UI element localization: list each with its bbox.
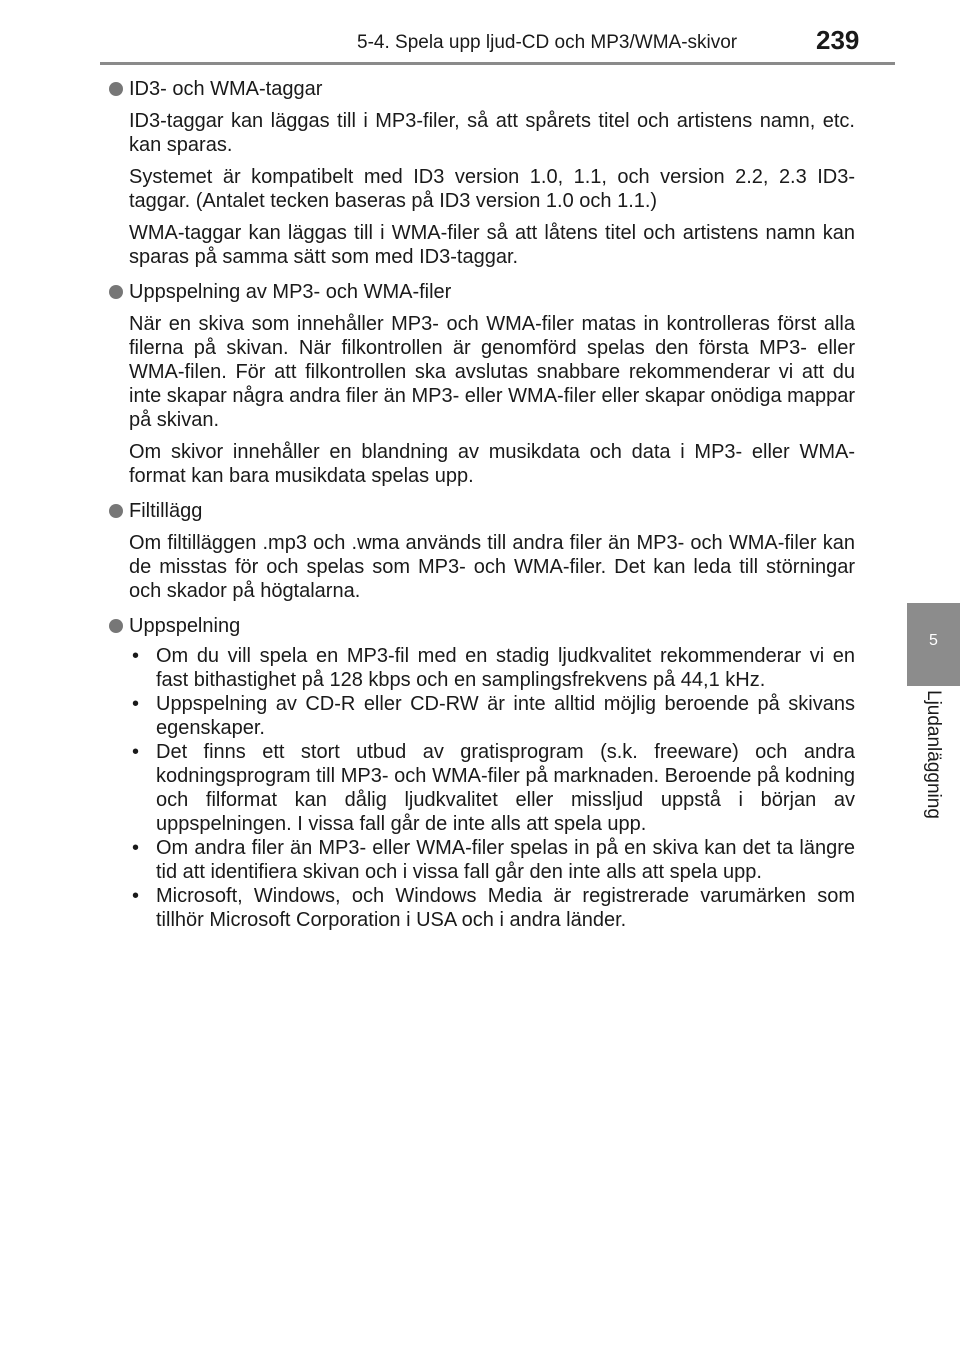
paragraph: Om filtilläggen .mp3 och .wma används till andra filer än MP3- och WMA-filer kan de misstas för och spelas som MP3- och WMA-filer. Det kan leda till störningar och skador på högtalarna. bbox=[129, 532, 855, 602]
list-bullet-icon: • bbox=[132, 693, 140, 715]
header-divider bbox=[100, 62, 895, 65]
paragraph: Om skivor innehåller en blandning av musikdata och data i MP3- eller WMA-format kan bara musikdata spelas upp. bbox=[129, 441, 855, 487]
section-mp3-wma-playback bbox=[107, 280, 855, 488]
list-bullet-icon: • bbox=[132, 885, 140, 907]
list-item bbox=[129, 884, 855, 932]
chapter-label-text: Ljudanläggning bbox=[923, 690, 944, 819]
section-heading-text: Uppspelning av MP3- och WMA-filer bbox=[129, 281, 452, 303]
list-item bbox=[129, 644, 855, 692]
paragraph: Systemet är kompatibelt med ID3 version 1.0, 1.1, och version 2.2, 2.3 ID3-taggar. (Antalet tecken baseras på ID3 version 1.0 och 1.1.) bbox=[129, 166, 855, 212]
page-header bbox=[0, 0, 960, 60]
paragraph: När en skiva som innehåller MP3- och WMA-filer matas in kontrolleras först alla filerna på skivan. När filkontrollen är genomförd spelas den första MP3- eller WMA-filen. För att filkontrollen ska avslutas snabbare rekommenderar vi att du inte skapar några andra filer än MP3- eller WMA-filer eller skapar onödiga mappar på skivan. bbox=[129, 313, 855, 431]
section-id3-tags bbox=[107, 77, 855, 269]
section-playback bbox=[107, 614, 855, 932]
section-file-extensions bbox=[107, 499, 855, 603]
section-title: 5-4. Spela upp ljud-CD och MP3/WMA-skivor bbox=[357, 32, 738, 53]
section-heading bbox=[107, 614, 855, 638]
round-bullet-icon bbox=[109, 82, 123, 96]
section-heading-text: ID3- och WMA-taggar bbox=[129, 78, 323, 100]
list-item bbox=[129, 836, 855, 884]
section-heading bbox=[107, 77, 855, 101]
list-item-text: Om du vill spela en MP3-fil med en stadig ljudkvalitet rekommenderar vi en fast bithastighet på 128 kbps och en samplingsfrekvens på 44,1 kHz. bbox=[156, 645, 855, 691]
chapter-number: 5 bbox=[929, 632, 938, 649]
list-bullet-icon: • bbox=[132, 837, 140, 859]
round-bullet-icon bbox=[109, 285, 123, 299]
section-heading-text: Uppspelning bbox=[129, 615, 241, 637]
round-bullet-icon bbox=[109, 504, 123, 518]
list-item-text: Uppspelning av CD-R eller CD-RW är inte alltid möjlig beroende på skivans egenskaper. bbox=[156, 693, 855, 739]
page-number: 239 bbox=[816, 25, 860, 55]
chapter-tab bbox=[907, 603, 960, 686]
list-item bbox=[129, 740, 855, 836]
section-heading-text: Filtillägg bbox=[129, 500, 203, 522]
round-bullet-icon bbox=[109, 619, 123, 633]
paragraph: WMA-taggar kan läggas till i WMA-filer så att låtens titel och artistens namn kan sparas på samma sätt som med ID3-taggar. bbox=[129, 222, 855, 268]
chapter-label bbox=[919, 690, 947, 860]
paragraph: ID3-taggar kan läggas till i MP3-filer, så att spårets titel och artistens namn, etc. kan sparas. bbox=[129, 110, 855, 156]
list-bullet-icon: • bbox=[132, 645, 140, 667]
list-item-text: Microsoft, Windows, och Windows Media är registrerade varumärken som tillhör Microsoft Corporation i USA och i andra länder. bbox=[156, 885, 855, 931]
section-heading bbox=[107, 499, 855, 523]
list-item bbox=[129, 692, 855, 740]
section-heading bbox=[107, 280, 855, 304]
list-item-text: Om andra filer än MP3- eller WMA-filer spelas in på en skiva kan det ta längre tid att identifiera skivan och i vissa fall går den inte alls att spela upp. bbox=[156, 837, 855, 883]
page-body bbox=[107, 77, 855, 932]
bullet-list bbox=[129, 644, 855, 932]
list-bullet-icon: • bbox=[132, 741, 140, 763]
list-item-text: Det finns ett stort utbud av gratisprogram (s.k. freeware) och andra kodningsprogram till MP3- och WMA-filer på marknaden. Beroende på kodning och filformat kan dålig ljudkvalitet eller missljud uppstå i början av uppspelningen. I vissa fall går de inte alls att spela upp. bbox=[156, 741, 855, 835]
